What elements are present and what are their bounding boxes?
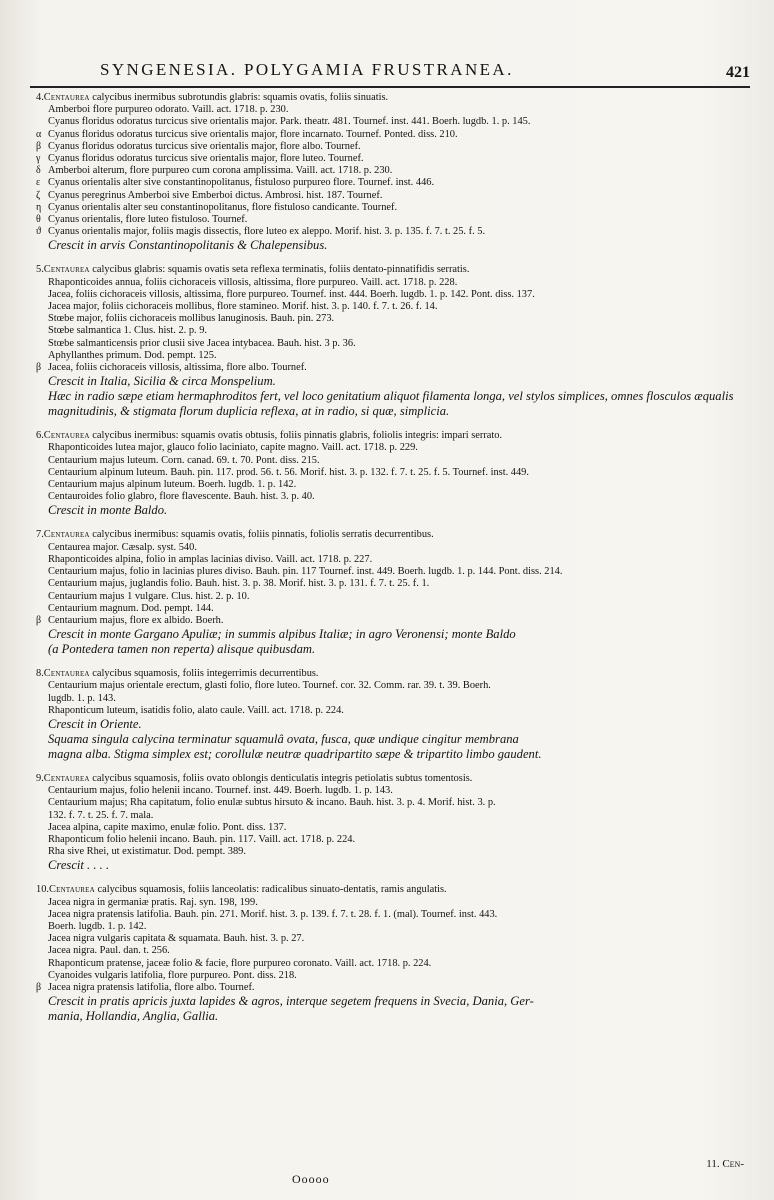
genus-name: Centaurea [43, 529, 90, 541]
synonym-line [36, 921, 736, 933]
synonym-line [36, 603, 736, 615]
species-number: 6. [36, 430, 44, 442]
synonym-text: Cyanus orientalis alter seu constantinopolitanus, flore fistuloso candicante. Tournef. [48, 201, 398, 213]
variety-marker: β [36, 614, 42, 626]
variety-marker: β [36, 362, 42, 374]
synonym-line [36, 785, 736, 797]
genus-name: Centaurea [43, 430, 90, 442]
synonym-line [36, 325, 736, 337]
synonym-text: Centaurium majus alpinum luteum. Boerh. lugdb. 1. p. 142. [48, 479, 297, 491]
species-entry [36, 668, 736, 762]
variety-marker: β [36, 981, 42, 993]
synonym-text: Centauroides folio glabro, flore flavescente. Bauh. hist. 3. p. 40. [48, 491, 315, 503]
diagnosis-text: calycibus glabris: squamis ovatis seta reflexa terminatis, foliis dentato-pinnatifidis serratis. [89, 264, 470, 276]
synonym-line [36, 289, 736, 301]
synonym-line [36, 680, 736, 692]
synonym-text: Rhaponticum folio helenii incano. Bauh. pin. 117. Vaill. act. 1718. p. 224. [48, 833, 356, 845]
synonym-line [36, 797, 736, 809]
synonym-line [36, 350, 736, 362]
synonym-line [36, 982, 736, 994]
species-number: 8. [36, 668, 44, 680]
synonym-text: Centaurium magnum. Dod. pempt. 144. [48, 602, 214, 614]
synonym-line [36, 455, 736, 467]
page-number: 421 [726, 64, 750, 81]
synonym-text: Amberboi flore purpureo odorato. Vaill. act. 1718. p. 230. [48, 104, 289, 116]
habitat-text: Crescit in Italia, Sicilia & circa Monspelium. [48, 374, 276, 389]
genus-name: Centaurea [43, 772, 90, 784]
species-diagnosis [36, 92, 736, 104]
synonym-text: 132. f. 7. t. 25. f. 7. mala. [48, 809, 154, 821]
synonym-line [36, 822, 736, 834]
synonym-line [36, 933, 736, 945]
synonym-line [36, 190, 736, 202]
variety-marker: ζ [36, 189, 41, 201]
species-diagnosis [36, 668, 736, 680]
synonym-line [36, 542, 736, 554]
genus-name: Centaurea [43, 264, 90, 276]
diagnosis-text: calycibus inermibus subrotundis glabris: squamis ovatis, foliis sinuatis. [89, 92, 389, 103]
observation-note: Hæc in radio sæpe etiam hermaphroditos fert, vel loco genitatium aliquot filamenta longa, vel stylos simplices, omnes flosculos æqualis magnitudinis, & stigmata florum duplicia reflexa, at in radio, si quæ, simplicia. [48, 389, 734, 419]
diagnosis-text: calycibus squamosis, foliis integerrimis decurrentibus. [89, 668, 319, 680]
synonym-line [36, 693, 736, 705]
synonym-line [36, 810, 736, 822]
synonym-text: Centaurium majus, folio in lacinias plures diviso. Bauh. pin. 117 Tournef. inst. 449. Boerh. lugdb. 1. p. 144. Pont. diss. 214. [48, 566, 563, 578]
synonym-text: Cyanus floridus odoratus turcicus sive orientalis major, flore incarnato. Tournef. Ponted. diss. 210. [48, 128, 458, 140]
synonym-text: Jacea nigra vulgaris capitata & squamata. Bauh. hist. 3. p. 27. [48, 933, 305, 945]
habitat-text: (a Pontedera tamen non reperta) alisque quibusdam. [48, 642, 316, 657]
synonym-text: Centaurium majus, juglandis folio. Bauh. hist. 3. p. 38. Morif. hist. 3. p. 131. f. 7. t. 25. f. 1. [48, 578, 430, 590]
variety-marker: ε [36, 177, 41, 189]
species-diagnosis [36, 529, 736, 541]
variety-marker: η [36, 201, 42, 213]
synonym-text: Cyanoides vulgaris latifolia, flore purpureo. Pont. diss. 218. [48, 969, 297, 981]
genus-name: Centaurea [49, 884, 95, 896]
genus-name: Centaurea [43, 668, 90, 680]
synonym-text: Cyanus orientalis alter sive constantinopolitanus, fistuloso purpureo flore. Tournef. inst. 446. [48, 177, 435, 189]
page-title: SYNGENESIA. POLYGAMIA FRUSTRANEA. [100, 60, 514, 79]
synonym-line [36, 834, 736, 846]
synonym-text: Centaurea major. Cæsalp. syst. 540. [48, 541, 197, 553]
variety-marker: α [36, 128, 42, 140]
synonym-text: Centaurium majus 1 vulgare. Clus. hist. 2. p. 10. [48, 590, 250, 602]
synonym-text: Jacea, foliis cichoraceis villosis, altissima, flore purpureo. Tournef. inst. 444. Boerh. lugdb. 1. p. 142. Pont. diss. 137. [48, 288, 535, 300]
synonym-text: Stœbe salmanticensis prior clusii sive Jacea intybacea. Bauh. hist. 3 p. 36. [48, 337, 356, 349]
species-entry [36, 92, 736, 253]
synonym-text: Cyanus floridus odoratus turcicus sive orientalis major, flore luteo. Tournef. [48, 153, 364, 165]
synonym-text: Rhaponticoides lutea major, glauco folio laciniato, capite magno. Vaill. act. 1718. p. 229. [48, 442, 418, 454]
species-diagnosis [36, 773, 736, 785]
synonym-text: Jacea nigra pratensis latifolia, flore albo. Tournef. [48, 981, 255, 993]
variety-marker: γ [36, 153, 41, 165]
diagnosis-text: calycibus inermibus: squamis ovatis, foliis pinnatis, foliolis serratis decurrentibus. [89, 529, 434, 541]
species-entry [36, 529, 736, 657]
synonym-text: Centaurium majus; Rha capitatum, folio enulæ subtus hirsuto & incano. Bauh. hist. 3. p. 4. Morif. hist. 3. p. [48, 797, 496, 809]
species-list [36, 92, 736, 1035]
synonym-text: Jacea major, foliis cichoraceis mollibus, flore stamineo. Morif. hist. 3. p. 140. f. 7. t. 26. f. 14. [48, 301, 438, 313]
synonym-line [36, 945, 736, 957]
habitat-line [36, 627, 736, 642]
synonym-line [36, 970, 736, 982]
observation-note: Squama singula calycina terminatur squamulâ ovata, fusca, quæ undique cingitur membrana [48, 731, 519, 746]
habitat-line [36, 994, 736, 1009]
synonym-text: Rhaponticoides annua, foliis cichoraceis villosis, altissima, flore purpureo. Vaill. act. 1718. p. 228. [48, 276, 458, 288]
synonym-line [36, 909, 736, 921]
synonym-text: lugdb. 1. p. 143. [48, 692, 116, 704]
synonym-line [36, 362, 736, 374]
synonym-text: Jacea, foliis cichoraceis villosis, altissima, flore albo. Tournef. [48, 362, 307, 374]
genus-name: Centaurea [43, 92, 90, 103]
variety-marker: β [36, 140, 42, 152]
habitat-text: Crescit in Oriente. [48, 716, 142, 731]
synonym-line [36, 442, 736, 454]
synonym-line [36, 615, 736, 627]
species-diagnosis [36, 264, 736, 276]
habitat-line [36, 238, 736, 253]
synonym-text: Jacea alpina, capite maximo, enulæ folio. Pont. diss. 137. [48, 821, 287, 833]
synonym-text: Jacea nigra in germaniæ pratis. Raj. syn. 198, 199. [48, 896, 258, 908]
synonym-line [36, 591, 736, 603]
species-entry [36, 884, 736, 1024]
synonym-line [36, 479, 736, 491]
synonym-text: Cyanus orientalis major, foliis magis dissectis, flore luteo ex aleppo. Morif. hist. 3. p. 135. f. 7. t. 25. f. 5. [48, 226, 486, 238]
synonym-text: Cyanus peregrinus Amberboi sive Emberboi dictus. Ambrosi. hist. 187. Tournef. [48, 189, 383, 201]
synonym-text: Jacea nigra pratensis latifolia. Bauh. pin. 271. Morif. hist. 3. p. 139. f. 7. t. 28. f. 1. (mal). Tournef. inst. 443. [48, 908, 498, 920]
header-rule [30, 86, 750, 88]
synonym-line [36, 104, 736, 116]
synonym-line [36, 214, 736, 226]
habitat-line [36, 858, 736, 873]
synonym-text: Centaurium majus luteum. Corn. canad. 69. t. 70. Pont. diss. 215. [48, 454, 320, 466]
synonym-line [36, 226, 736, 238]
synonym-line [36, 897, 736, 909]
species-number: 10. [36, 884, 49, 896]
habitat-text: Crescit . . . . [48, 858, 110, 873]
synonym-line [36, 491, 736, 503]
habitat-line [36, 717, 736, 732]
diagnosis-text: calycibus squamosis, foliis ovato oblongis denticulatis integris petiolatis subtus tomentosis. [89, 772, 473, 784]
habitat-text: Crescit in pratis apricis juxta lapides & agros, interque segetem frequens in Svecia, Dania, Ger- [48, 994, 534, 1009]
species-number: 9. [36, 772, 44, 784]
synonym-line [36, 554, 736, 566]
habitat-line [36, 503, 736, 518]
variety-marker: θ [36, 214, 41, 226]
synonym-line [36, 177, 736, 189]
synonym-line [36, 846, 736, 858]
synonym-line [36, 165, 736, 177]
synonym-text: Rhaponticum luteum, isatidis folio, alato caule. Vaill. act. 1718. p. 224. [48, 704, 344, 716]
species-number: 7. [36, 529, 44, 541]
habitat-line [36, 642, 736, 657]
habitat-text: Crescit in arvis Constantinopolitanis & Chalepensibus. [48, 238, 328, 253]
synonym-text: Cyanus orientalis, flore luteo fistuloso. Tournef. [48, 214, 248, 226]
synonym-line [36, 566, 736, 578]
synonym-text: Jacea nigra. Paul. dan. t. 256. [48, 945, 170, 957]
habitat-text: Crescit in monte Gargano Apuliæ; in summis alpibus Italiæ; in agro Veronensi; monte Baldo [48, 627, 516, 642]
synonym-text: Boerh. lugdb. 1. p. 142. [48, 920, 147, 932]
synonym-text: Centaurium majus orientale erectum, glasti folio, flore luteo. Tournef. cor. 32. Comm. rar. 39. t. 39. Boerh. [48, 680, 491, 692]
synonym-text: Stœbe major, foliis cichoraceis mollibus lanuginosis. Bauh. pin. 273. [48, 313, 335, 325]
species-number: 5. [36, 264, 44, 276]
signature-mark: Ooooo [292, 1172, 330, 1186]
synonym-line [36, 958, 736, 970]
running-header [30, 58, 750, 88]
synonym-line [36, 301, 736, 313]
species-entry [36, 773, 736, 873]
variety-marker: ϑ [36, 226, 41, 238]
variety-marker: δ [36, 165, 41, 177]
catchword: 11. Cen- [706, 1158, 744, 1170]
synonym-line [36, 313, 736, 325]
synonym-text: Aphyllanthes primum. Dod. pempt. 125. [48, 349, 217, 361]
habitat-text: mania, Hollandia, Anglia, Gallia. [48, 1009, 219, 1024]
species-number: 4. [36, 92, 44, 103]
species-entry [36, 430, 736, 518]
synonym-line [36, 141, 736, 153]
synonym-text: Cyanus floridus odoratus turcicus sive orientalis major, flore albo. Tournef. [48, 140, 361, 152]
synonym-line [36, 467, 736, 479]
synonym-line [36, 338, 736, 350]
synonym-text: Centaurium alpinum luteum. Bauh. pin. 117. prod. 56. t. 56. Morif. hist. 3. p. 132. f. 7. t. 25. f. 5. Tournef. inst. 449. [48, 466, 529, 478]
synonym-line [36, 705, 736, 717]
synonym-line [36, 129, 736, 141]
synonym-text: Rhaponticum pratense, jaceæ folio & facie, flore purpureo coronato. Vaill. act. 1718. p. 224. [48, 957, 432, 969]
synonym-text: Stœbe salmantica 1. Clus. hist. 2. p. 9. [48, 325, 208, 337]
synonym-line [36, 202, 736, 214]
habitat-line [36, 1009, 736, 1024]
synonym-line [36, 578, 736, 590]
species-entry [36, 264, 736, 419]
synonym-text: Centaurium majus, folio helenii incano. Tournef. inst. 449. Boerh. lugdb. 1. p. 143. [48, 785, 393, 797]
synonym-text: Rhaponticoides alpina, folio in amplas lacinias diviso. Vaill. act. 1718. p. 227. [48, 553, 373, 565]
synonym-line [36, 153, 736, 165]
synonym-line [36, 116, 736, 128]
observation-note: magna alba. Stigma simplex est; corollulæ neutræ quadripartito sæpe & tripartito limbo gaudent. [48, 746, 542, 761]
synonym-text: Cyanus floridus odoratus turcicus sive orientalis major. Park. theatr. 481. Tournef. inst. 441. Boerh. lugdb. 1. p. 145. [48, 116, 531, 128]
species-diagnosis [36, 884, 736, 896]
synonym-text: Amberboi alterum, flore purpureo cum corona amplissima. Vaill. act. 1718. p. 230. [48, 165, 393, 177]
diagnosis-text: calycibus squamosis, foliis lanceolatis: radicalibus sinuato-dentatis, ramis angulatis. [94, 884, 447, 896]
diagnosis-text: calycibus inermibus: squamis ovatis obtusis, foliis pinnatis glabris, foliolis integris: impari serrato. [89, 430, 503, 442]
species-diagnosis [36, 430, 736, 442]
synonym-line [36, 277, 736, 289]
synonym-text: Centaurium majus, flore ex albido. Boerh. [48, 614, 224, 626]
habitat-text: Crescit in monte Baldo. [48, 503, 168, 518]
habitat-line [36, 374, 736, 389]
synonym-text: Rha sive Rhei, ut existimatur. Dod. pempt. 389. [48, 846, 246, 858]
